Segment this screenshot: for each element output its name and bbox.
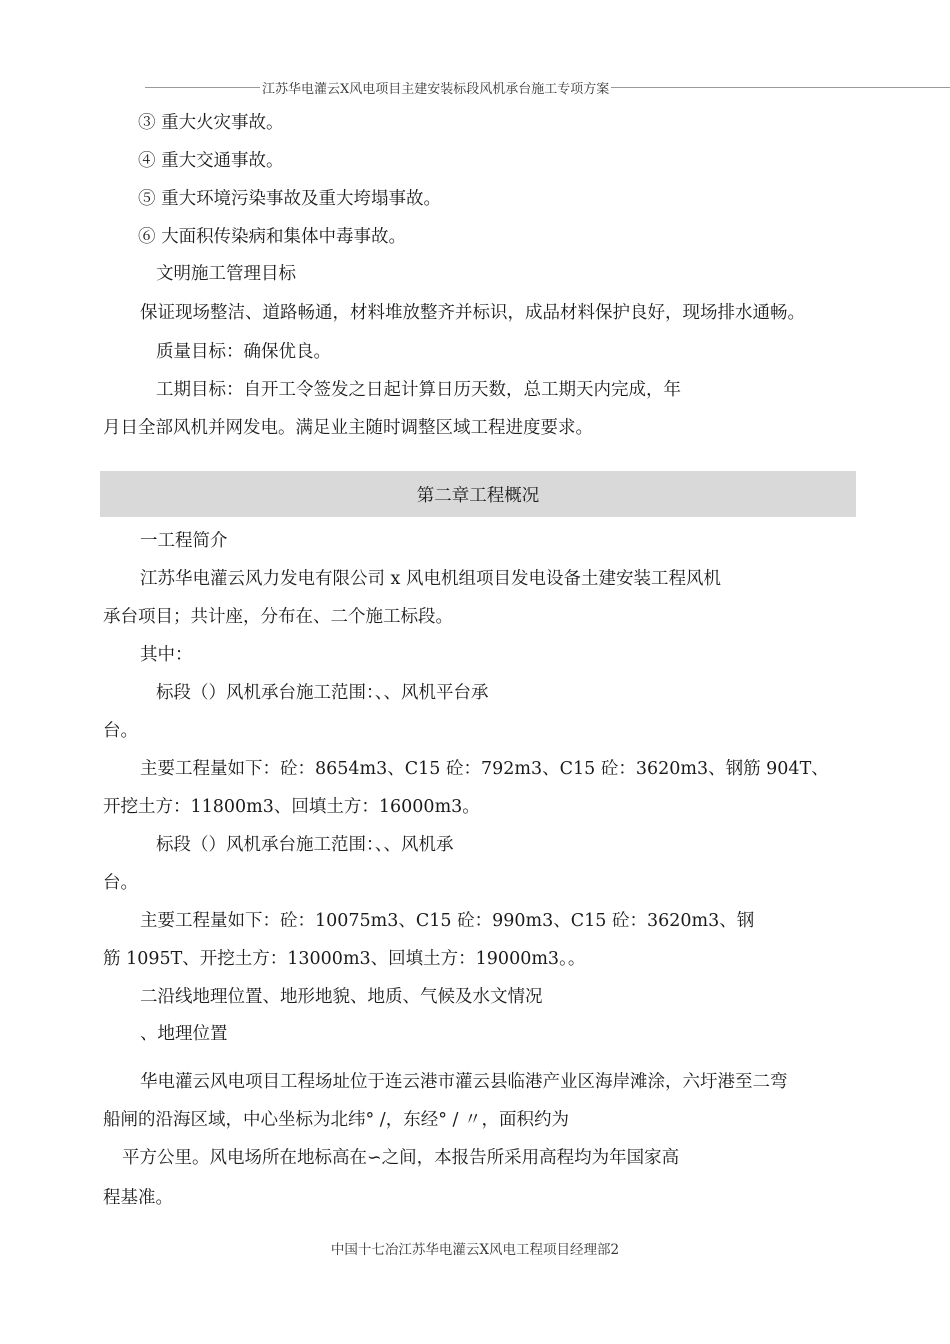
- section-b-quantities-line-1: 主要工程量如下：砼：10075m3、C15 砼：990m3、C15 砼：3620m3、钢: [140, 911, 755, 931]
- section-a-scope-line-1: 标段（）风机承台施工范围：、、风机平台承: [156, 683, 489, 703]
- section-heading-geography: 二沿线地理位置、地形地貌、地质、气候及水文情况: [140, 987, 543, 1007]
- schedule-goal-line-1: 工期目标：自开工令签发之日起计算日历天数，总工期天内完成，年: [156, 380, 681, 400]
- location-text-line-3: 平方公里。风电场所在地标高在∽之间，本报告所采用高程均为年国家高: [122, 1148, 680, 1168]
- goal-item-5: ⑤ 重大环境污染事故及重大垮塌事故。: [138, 189, 442, 209]
- project-intro-line-2: 承台项目；共计座，分布在、二个施工标段。: [103, 607, 453, 627]
- location-text-line-4: 程基准。: [103, 1188, 173, 1208]
- goal-item-6: ⑥ 大面积传染病和集体中毒事故。: [138, 227, 407, 247]
- chapter-title: 第二章工程概况: [416, 486, 540, 506]
- civilized-construction-heading: 文明施工管理目标: [156, 264, 296, 284]
- project-intro-line-1: 江苏华电灌云风力发电有限公司 x 风电机组项目发电设备土建安装工程风机: [140, 569, 721, 589]
- section-a-quantities-line-2: 开挖土方：11800m3、回填土方：16000m3。: [103, 797, 480, 817]
- goal-item-4: ④ 重大交通事故。: [138, 151, 284, 171]
- header-title: 江苏华电灌云X风电项目主建安装标段风机承台施工专项方案: [260, 78, 611, 97]
- section-b-scope-line-2: 台。: [103, 873, 138, 893]
- section-b-quantities-line-2: 筋 1095T、开挖土方：13000m3、回填土方：19000m3。。: [103, 949, 586, 969]
- goal-item-3: ③ 重大火灾事故。: [138, 113, 284, 133]
- civilized-construction-text: 保证现场整洁、道路畅通，材料堆放整齐并标识，成品材料保护良好，现场排水通畅。: [140, 303, 805, 323]
- schedule-goal-line-2: 月日全部风机并网发电。满足业主随时调整区域工程进度要求。: [103, 418, 593, 438]
- quality-goal: 质量目标：确保优良。: [156, 342, 331, 362]
- section-a-quantities-line-1: 主要工程量如下：砼：8654m3、C15 砼：792m3、C15 砼：3620m3、钢筋 904T、: [140, 759, 829, 779]
- location-text-line-2: 船闸的沿海区域，中心坐标为北纬° /，东经° / 〃，面积约为: [103, 1110, 569, 1130]
- page-header: [145, 76, 950, 98]
- among-them: 其中：: [140, 645, 193, 665]
- section-heading-project-intro: 一工程简介: [140, 531, 228, 551]
- section-b-scope-line-1: 标段（）风机承台施工范围：、、风机承: [156, 835, 454, 855]
- section-a-scope-line-2: 台。: [103, 721, 138, 741]
- subsection-heading-location: 、地理位置: [140, 1024, 228, 1044]
- location-text-line-1: 华电灌云风电项目工程场址位于连云港市灌云县临港产业区海岸滩涂，六圩港至二弯: [140, 1072, 788, 1092]
- page-footer: 中国十七冶江苏华电灌云X风电工程项目经理部2: [330, 1242, 620, 1258]
